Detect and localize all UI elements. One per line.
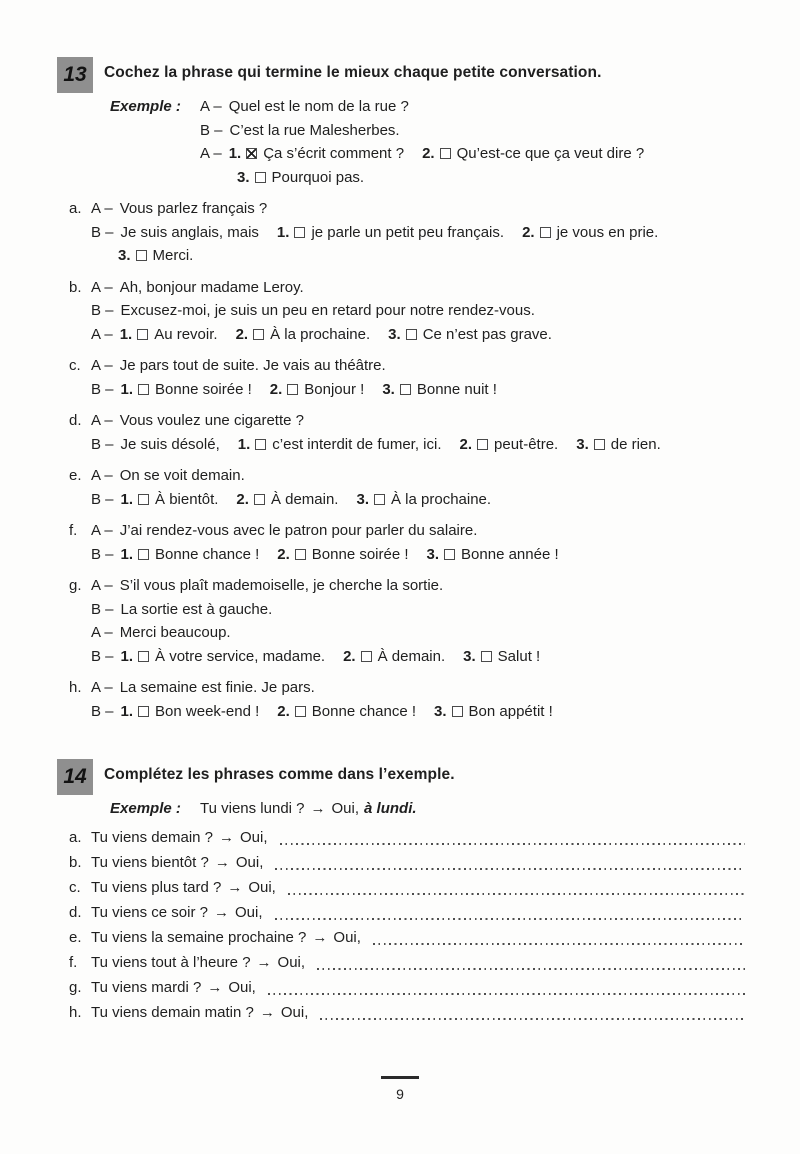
option-text: À demain. [377,647,446,665]
answer-line[interactable] [373,943,745,945]
answer-line[interactable] [268,993,745,995]
dialogue-line [91,574,745,598]
dialogue-text: S’il vous plaît mademoiselle, je cherche la sortie. [119,577,444,594]
checkbox-icon[interactable] [287,384,298,395]
option-number: 1. [276,223,290,241]
item-letter: d. [69,412,82,429]
option-number: 2. [235,325,249,343]
answer-option [356,491,491,508]
dialogue-text: La semaine est finie. Je pars. [119,679,315,696]
answer-line[interactable] [320,1018,745,1020]
exercise-13-header [57,57,745,93]
question-text: Tu viens tout à l’heure ? [91,954,251,971]
answer-option [427,546,559,563]
exercise-badge: 13 [57,57,93,93]
item-letter: a. [69,200,82,217]
option-number: 3. [388,325,401,343]
conversation-lines [91,574,745,668]
exercise-14-header [57,759,745,795]
arrow-icon: → [256,954,272,971]
option-number: 2. [459,435,473,453]
option-text: Bonne année ! [461,545,559,563]
option-number: 1. [120,545,134,563]
exercise-title: Complétez les phrases comme dans l’exemple. [104,766,455,783]
answer-line[interactable] [280,843,745,845]
dialogue-text: Excusez-moi, je suis un peu en retard pour notre rendez-vous. [120,302,535,319]
answer-prefix: Oui, [333,929,361,946]
option-text: Bonne chance ! [155,545,260,563]
option-text: je parle un petit peu français. [311,223,505,241]
conversation-lines [91,464,745,511]
answer-option [277,224,504,241]
checkbox-icon[interactable] [138,494,149,505]
checkbox-icon[interactable] [136,250,147,261]
checkbox-icon[interactable] [138,706,149,717]
item-letter: h. [69,679,82,696]
dialogue-line [91,621,745,645]
answer-option [236,491,338,508]
speaker-label: B – [91,702,114,720]
speaker-label: A – [91,577,113,594]
checkbox-icon[interactable] [594,439,605,450]
option-number: 1. [119,325,133,343]
option-text: peut-être. [494,435,559,453]
speaker-label: B – [91,600,114,618]
answer-option [270,381,365,398]
speaker-label: A – [200,98,222,115]
option-text: À bientôt. [155,490,219,508]
answer-option [121,491,219,508]
exercise-badge: 14 [57,759,93,795]
option-text: Bon week-end ! [155,702,260,720]
option-text: c’est interdit de fumer, ici. [272,435,442,453]
answer-prefix: Oui, [277,954,306,971]
option-text: À la prochaine. [270,325,371,343]
conversation-item [69,676,745,723]
option-text: Merci. [152,247,194,264]
checkbox-icon[interactable] [294,227,305,238]
question-text: Tu viens la semaine prochaine ? [91,929,307,946]
checkbox-icon[interactable] [444,549,455,560]
dialogue-line [91,433,745,457]
example-answer-highlight: à lundi. [364,800,417,817]
answer-line[interactable] [275,918,745,920]
checkbox-icon[interactable] [481,651,492,662]
checkbox-icon[interactable] [255,172,266,183]
speaker-label: B – [91,490,114,508]
fillin-row [69,876,745,900]
dialogue-line [91,464,745,488]
option-number: 2. [269,380,283,398]
option-text: Bon appétit ! [468,702,553,720]
answer-line[interactable] [317,968,745,970]
item-letter: h. [69,1004,82,1021]
item-letter: c. [69,357,81,374]
item-letter: f. [69,522,78,539]
exercise-14-section [57,759,745,1025]
option-text: Pourquoi pas. [271,168,365,186]
answer-line[interactable] [275,868,745,870]
option-number: 3. [463,647,476,665]
answer-prefix: Oui, [235,904,263,921]
dialogue-line [200,119,745,143]
checkbox-icon[interactable] [255,439,266,450]
conversation-lines [91,197,745,268]
answer-option [388,326,552,343]
fillin-row [69,851,745,875]
checkbox-icon[interactable] [540,227,551,238]
option-number: 2. [422,145,435,162]
option-text: de rien. [610,435,661,453]
arrow-icon: → [219,829,235,846]
dialogue-text: La sortie est à gauche. [120,600,273,618]
checkbox-icon[interactable] [400,384,411,395]
answer-option [121,381,252,398]
conversation-lines [91,676,745,723]
item-letter: e. [69,929,82,946]
answer-option [343,648,445,665]
speaker-label: B – [200,121,223,139]
checkbox-icon[interactable] [440,148,451,159]
dialogue-line [91,645,745,669]
conversation-item [69,409,745,456]
answer-option [238,436,442,453]
question-text: Tu viens lundi ? [200,800,305,817]
checkbox-icon[interactable] [406,329,417,340]
page-footer [0,1076,800,1102]
fillin-row [69,826,745,850]
checkbox-checked-icon[interactable] [246,148,257,159]
answer-option [121,546,260,563]
answer-option [382,381,497,398]
dialogue-line [91,221,745,245]
checkbox-icon[interactable] [137,329,148,340]
checkbox-icon[interactable] [138,549,149,560]
conversation-item [69,276,745,347]
option-number: 3. [576,435,589,453]
checkbox-icon[interactable] [361,651,372,662]
option-text: À votre service, madame. [155,647,326,665]
question-text: Tu viens plus tard ? [91,879,222,896]
example-block [110,797,745,821]
dialogue-line [91,676,745,700]
option-text: Ce n’est pas grave. [422,325,552,343]
conversation-lines [91,519,745,566]
conversation-item [69,574,745,668]
item-letter: b. [69,854,82,871]
option-number: 1. [228,145,242,162]
speaker-label: A – [91,325,113,343]
speaker-label: B – [91,380,114,398]
speaker-label: B – [91,223,114,241]
speaker-label: A – [91,624,113,641]
dialogue-text: Ah, bonjour madame Leroy. [119,278,304,296]
dialogue-line [91,197,745,221]
speaker-label: A – [91,522,113,539]
speaker-label: A – [91,679,113,696]
answer-option [463,648,540,665]
checkbox-icon[interactable] [138,384,149,395]
example-label: Exemple : [110,800,181,817]
option-text: À demain. [270,490,339,508]
speaker-label: B – [91,647,114,665]
option-number: 2. [343,647,356,665]
conversation-item-list [69,197,745,723]
speaker-label: B – [91,302,114,319]
checkbox-icon[interactable] [452,706,463,717]
dialogue-line [91,378,745,402]
option-text: Bonjour ! [304,380,365,398]
answer-option [434,703,553,720]
checkbox-icon[interactable] [295,706,306,717]
answer-option [237,169,364,186]
fillin-row [69,901,745,925]
speaker-label: A – [91,412,113,429]
option-text: Au revoir. [154,325,218,343]
item-letter: g. [69,577,82,594]
footer-rule [381,1076,419,1079]
speaker-label: A – [91,200,113,217]
fillin-row [69,976,745,1000]
option-number: 3. [382,380,395,398]
dialogue-text: Merci beaucoup. [119,624,231,641]
page-number: 9 [396,1086,404,1102]
answer-option [277,546,408,563]
dialogue-line [91,409,745,433]
question-text: Tu viens ce soir ? [91,904,208,921]
checkbox-icon[interactable] [254,494,265,505]
question-text: Tu viens mardi ? [91,979,202,996]
question-text: Tu viens bientôt ? [91,854,209,871]
option-text: je vous en prie. [556,223,659,241]
arrow-icon: → [310,800,326,817]
dialogue-line [91,276,745,300]
option-number: 3. [356,490,369,508]
option-text: Bonne nuit ! [416,380,497,398]
speaker-label: A – [200,145,222,162]
example-dialogue [200,95,745,189]
dialogue-line [91,598,745,622]
question-text: Tu viens demain matin ? [91,1004,254,1021]
answer-option [522,224,658,241]
speaker-label: A – [91,357,113,374]
conversation-lines [91,354,745,401]
answer-option [229,145,404,162]
option-number: 2. [522,223,535,241]
speaker-label: B – [91,435,114,453]
speaker-label: B – [91,545,114,563]
option-text: À la prochaine. [391,490,492,508]
arrow-icon: → [312,929,328,946]
checkbox-icon[interactable] [295,549,306,560]
answer-prefix: Oui, [228,979,256,996]
answer-option [118,247,193,264]
option-number: 3. [426,545,440,563]
option-number: 1. [120,647,134,665]
option-number: 2. [277,545,290,563]
answer-option [236,326,371,343]
dialogue-text: Quel est le nom de la rue ? [228,98,409,115]
conversation-item [69,464,745,511]
answer-prefix: Oui, [235,854,264,871]
answer-prefix: Oui, [331,800,360,817]
exercise-title: Cochez la phrase qui termine le mieux chaque petite conversation. [104,64,602,81]
checkbox-icon[interactable] [138,651,149,662]
item-letter: d. [69,904,82,921]
item-letter: e. [69,467,82,484]
item-letter: g. [69,979,82,996]
option-number: 2. [277,702,290,720]
checkbox-icon[interactable] [253,329,264,340]
dialogue-line [91,299,745,323]
dialogue-text: Vous parlez français ? [119,200,268,217]
option-number: 1. [120,380,134,398]
item-letter: c. [69,879,81,896]
answer-prefix: Oui, [280,1004,309,1021]
answer-prefix: Oui, [240,829,268,846]
conversation-item [69,197,745,268]
answer-option [422,145,644,162]
conversation-item [69,519,745,566]
arrow-icon: → [214,904,229,921]
fillin-item-list [69,826,745,1025]
option-text: Ça s’écrit comment ? [263,145,405,162]
dialogue-line [91,543,745,567]
conversation-lines [91,276,745,347]
option-text: Salut ! [497,647,541,665]
checkbox-icon[interactable] [477,439,488,450]
dialogue-line [91,700,745,724]
answer-option [576,436,661,453]
arrow-icon: → [207,979,223,996]
answer-prefix: Oui, [248,879,276,896]
dialogue-line [200,142,745,166]
conversation-lines [91,409,745,456]
option-number: 1. [237,435,251,453]
dialogue-line [91,519,745,543]
checkbox-icon[interactable] [374,494,385,505]
option-number: 3. [434,702,447,720]
option-text: Qu’est-ce que ça veut dire ? [456,145,645,162]
dialogue-text: J’ai rendez-vous avec le patron pour parler du salaire. [119,522,478,539]
speaker-label: A – [91,467,113,484]
arrow-icon: → [227,879,243,896]
dialogue-line [237,166,745,190]
answer-option [120,326,218,343]
dialogue-text: C’est la rue Malesherbes. [229,121,400,139]
answer-option [277,703,416,720]
conversation-item [69,354,745,401]
option-number: 3. [237,168,250,186]
fillin-row [69,951,745,975]
answer-option [460,436,559,453]
question-text: Tu viens demain ? [91,829,214,846]
item-letter: a. [69,829,82,846]
option-number: 1. [120,702,134,720]
answer-option [121,703,260,720]
dialogue-line [118,244,745,268]
option-number: 1. [120,490,134,508]
item-letter: f. [69,954,78,971]
arrow-icon: → [259,1004,275,1021]
dialogue-line [91,488,745,512]
dialogue-text: On se voit demain. [119,467,245,484]
example-block [110,95,745,189]
fillin-row [69,1001,745,1025]
exercise-13-section [57,57,745,723]
fillin-row [69,926,745,950]
option-text: Bonne soirée ! [155,380,252,398]
dialogue-line [91,354,745,378]
example-label: Exemple : [110,98,181,115]
answer-option [121,648,326,665]
dialogue-text: Je suis anglais, mais [120,223,259,241]
dialogue-line [91,323,745,347]
option-text: Bonne chance ! [311,702,417,720]
dialogue-line [200,95,745,119]
arrow-icon: → [214,854,230,871]
dialogue-text: Je suis désolé, [120,435,220,453]
option-text: Bonne soirée ! [311,545,409,563]
option-number: 3. [118,247,131,264]
item-letter: b. [69,278,82,296]
answer-line[interactable] [288,893,745,895]
speaker-label: A – [91,278,113,296]
option-number: 2. [236,490,249,508]
dialogue-text: Vous voulez une cigarette ? [119,412,304,429]
dialogue-text: Je pars tout de suite. Je vais au théâtre. [119,357,386,374]
